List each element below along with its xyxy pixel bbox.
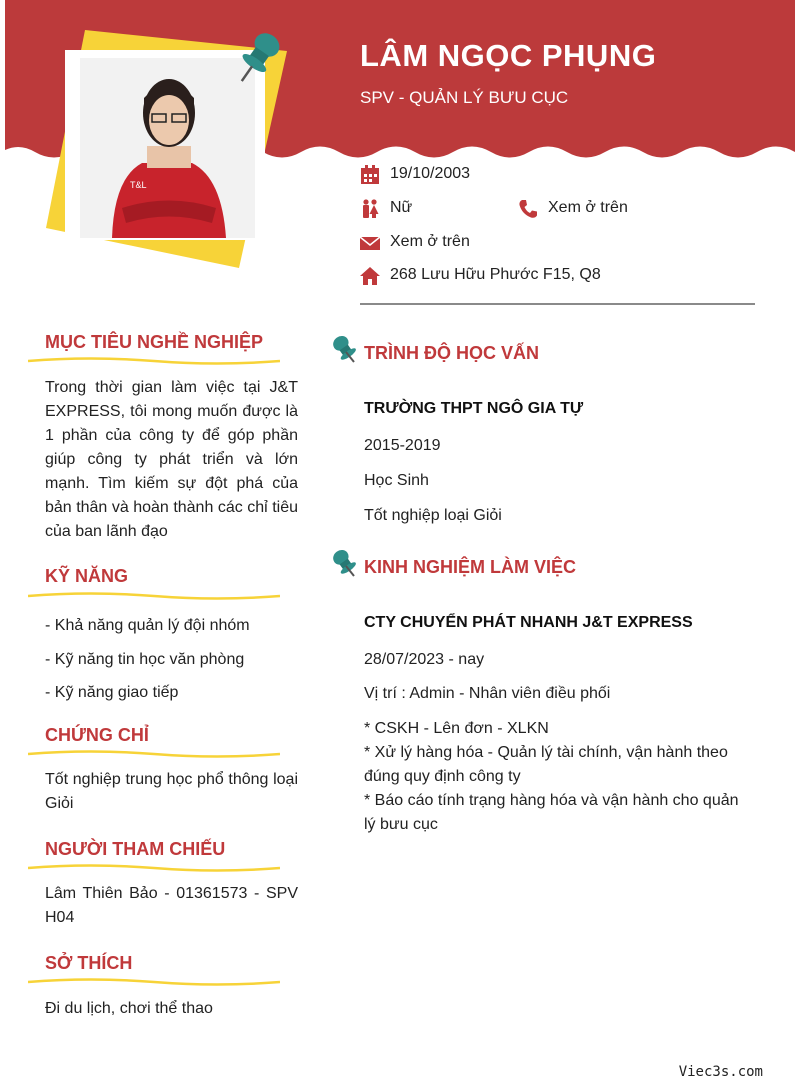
birthday-value: 19/10/2003 bbox=[390, 165, 471, 182]
profile-photo bbox=[42, 28, 302, 278]
address-value: 268 Lưu Hữu Phước F15, Q8 bbox=[390, 266, 601, 283]
skill-item: - Khả năng quản lý đội nhóm bbox=[45, 617, 250, 634]
references-title: NGƯỜI THAM CHIẾU bbox=[45, 839, 226, 859]
certificates-title: CHỨNG CHỈ bbox=[45, 725, 149, 745]
duty-item: * Báo cáo tính trạng hàng hóa và vận hành cho quản lý bưu cục bbox=[364, 792, 739, 833]
header-divider bbox=[360, 303, 755, 305]
envelope-icon bbox=[360, 233, 380, 253]
contact-birthday bbox=[360, 165, 660, 187]
contact-email bbox=[360, 233, 660, 255]
experience-company: CTY CHUYỂN PHÁT NHANH J&T EXPRESS bbox=[364, 614, 693, 631]
skills-underline bbox=[28, 590, 280, 602]
experience-title: KINH NGHIỆM LÀM VIỆC bbox=[364, 557, 577, 577]
gender-value: Nữ bbox=[390, 199, 413, 216]
phone-value: Xem ở trên bbox=[548, 199, 628, 216]
candidate-name: LÂM NGỌC PHỤNG bbox=[360, 38, 657, 73]
email-value: Xem ở trên bbox=[390, 233, 470, 250]
pin-icon bbox=[330, 334, 358, 364]
education-result: Tốt nghiệp loại Giỏi bbox=[364, 507, 502, 524]
contact-gender bbox=[360, 199, 500, 221]
education-school: TRƯỜNG THPT NGÔ GIA TỰ bbox=[364, 400, 584, 417]
certificates-text: Tốt nghiệp trung học phổ thông loại Giỏi bbox=[45, 771, 298, 812]
contact-address bbox=[360, 266, 660, 288]
duty-item: * CSKH - Lên đơn - XLKN bbox=[364, 720, 549, 737]
education-role: Học Sinh bbox=[364, 472, 429, 489]
calendar-icon bbox=[360, 165, 380, 185]
skills-title: KỸ NĂNG bbox=[45, 566, 129, 586]
education-title: TRÌNH ĐỘ HỌC VẤN bbox=[364, 343, 539, 363]
contact-phone bbox=[518, 199, 718, 221]
experience-period: 28/07/2023 - nay bbox=[364, 651, 485, 668]
pin-icon bbox=[330, 548, 358, 578]
references-text: Lâm Thiên Bảo - 01361573 - SPV H04 bbox=[45, 885, 298, 926]
objective-text: Trong thời gian làm việc tại J&T EXPRESS, tôi mong muốn được là 1 phần của công ty để góp phần giúp công ty phát triển và lớn mạnh. Tìm kiếm sự đột phá của bản thân và hoàn thành các chỉ tiêu của ban lãnh đạo bbox=[45, 379, 298, 540]
home-icon bbox=[360, 266, 380, 286]
objective-underline bbox=[28, 355, 280, 367]
hobbies-title: SỞ THÍCH bbox=[45, 953, 133, 973]
gender-icon bbox=[360, 199, 380, 219]
education-period: 2015-2019 bbox=[364, 437, 441, 454]
watermark: Viec3s.com bbox=[678, 1064, 763, 1080]
references-underline bbox=[28, 862, 280, 874]
candidate-position: SPV - QUẢN LÝ BƯU CỤC bbox=[360, 88, 569, 107]
certificates-underline bbox=[28, 748, 280, 760]
svg-text:T&L: T&L bbox=[130, 180, 147, 190]
duty-item: * Xử lý hàng hóa - Quản lý tài chính, vận hành theo đúng quy định công ty bbox=[364, 744, 728, 785]
skill-item: - Kỹ năng giao tiếp bbox=[45, 684, 179, 701]
skill-item: - Kỹ năng tin học văn phòng bbox=[45, 651, 245, 668]
hobbies-text: Đi du lịch, chơi thể thao bbox=[45, 1000, 213, 1017]
experience-position: Vị trí : Admin - Nhân viên điều phối bbox=[364, 685, 611, 702]
phone-icon bbox=[518, 199, 538, 219]
hobbies-underline bbox=[28, 976, 280, 988]
objective-title: MỤC TIÊU NGHỀ NGHIỆP bbox=[45, 332, 264, 352]
